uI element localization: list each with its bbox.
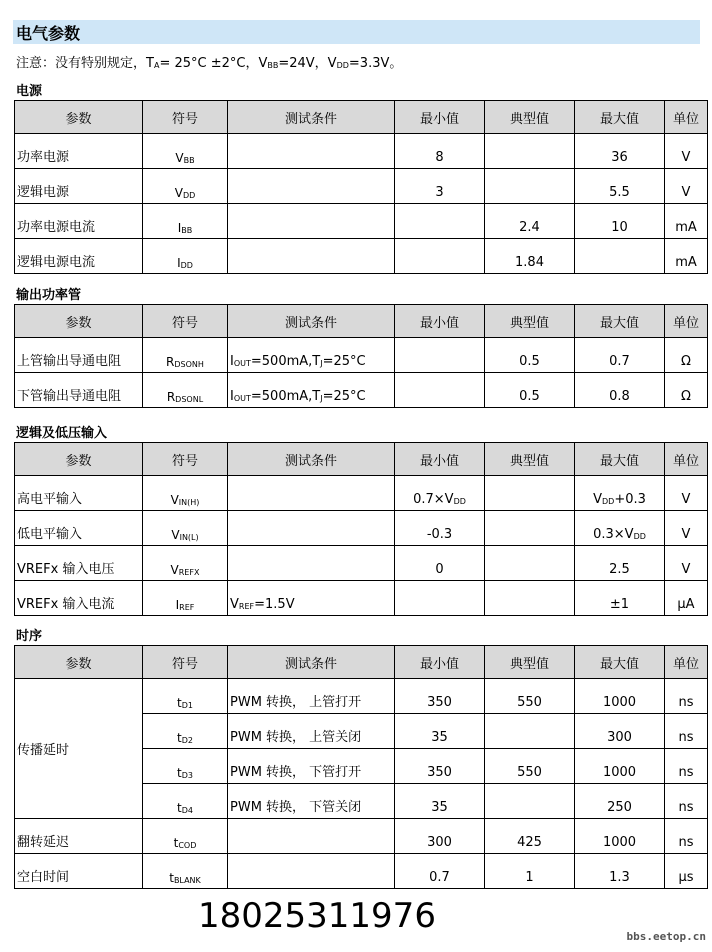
min-cell: 0.7 [395,854,485,889]
condition-cell [228,169,395,204]
symbol-cell: $V_{BB}$ [143,134,228,169]
column-header: 最小值 [395,305,485,338]
header-row [15,443,708,476]
symbol-cell: $V_{DD}$ [143,169,228,204]
param-cell: 翻转延迟 [15,819,143,854]
unit-cell: ns [665,749,708,784]
min-cell: 35 [395,784,485,819]
param-cell: 功率电源 [15,134,143,169]
column-header: 典型值 [485,305,575,338]
param-cell: 高电平输入 [15,476,143,511]
symbol-cell: $R_{DSONL}$ [143,373,228,408]
typ-cell: 0.5 [485,338,575,373]
min-cell: 350 [395,749,485,784]
max-cell: 0.7 [575,338,665,373]
table-row [15,204,708,239]
typ-cell [485,546,575,581]
table-row [15,134,708,169]
section-title-output: 输出功率管 [16,288,82,303]
unit-cell: ns [665,784,708,819]
param-cell: 空白时间 [15,854,143,889]
table-row [15,239,708,274]
column-header: 最小值 [395,646,485,679]
symbol-cell: $V_{IN(L)}$ [143,511,228,546]
unit-cell: ns [665,714,708,749]
column-header: 最大值 [575,443,665,476]
min-cell [395,204,485,239]
column-header: 最大值 [575,305,665,338]
unit-cell: V [665,134,708,169]
max-cell: 250 [575,784,665,819]
min-cell [395,373,485,408]
max-cell: 1.3 [575,854,665,889]
column-header: 符号 [143,305,228,338]
param-cell: 上管输出导通电阻 [15,338,143,373]
typ-cell [485,476,575,511]
unit-cell: V [665,169,708,204]
conditions-note: 注意：没有特别规定，$T_A= 25^\circ C \pm 2^\circ C$，$V_{BB}=24V$，$V_{DD}=3.3V$。 [16,56,403,71]
column-header: 最大值 [575,101,665,134]
page-title: 电气参数 [16,24,81,43]
section-title-logic: 逻辑及低压输入 [16,426,108,441]
section-title-timing: 时序 [16,629,43,644]
condition-cell: PWM 转换， 下管打开 [228,749,395,784]
condition-cell [228,546,395,581]
condition-cell: $I_{OUT}=500mA,T_J=25^\circ C$ [228,338,395,373]
symbol-cell: $t_{D1}$ [143,679,228,714]
column-header: 符号 [143,443,228,476]
column-header: 参数 [15,101,143,134]
column-header: 单位 [665,101,708,134]
param-cell: VREFx 输入电流 [15,581,143,616]
column-header: 最小值 [395,101,485,134]
condition-cell [228,134,395,169]
symbol-cell: $I_{DD}$ [143,239,228,274]
unit-cell: V [665,546,708,581]
param-cell: 逻辑电源 [15,169,143,204]
condition-cell [228,854,395,889]
unit-cell: V [665,476,708,511]
max-cell: 10 [575,204,665,239]
column-header: 符号 [143,646,228,679]
min-cell: 0 [395,546,485,581]
min-cell: 35 [395,714,485,749]
unit-cell: Ω [665,338,708,373]
unit-cell: ns [665,679,708,714]
min-cell: 8 [395,134,485,169]
condition-cell [228,819,395,854]
table-row [15,169,708,204]
max-cell: $V_{DD}+0.3$ [575,476,665,511]
symbol-cell: $I_{BB}$ [143,204,228,239]
max-cell: 300 [575,714,665,749]
column-header: 测试条件 [228,646,395,679]
unit-cell: Ω [665,373,708,408]
min-cell: -0.3 [395,511,485,546]
typ-cell [485,134,575,169]
param-cell: 功率电源电流 [15,204,143,239]
watermark: bbs.eetop.cn [626,930,706,943]
group-param-cell: 传播延时 [15,679,143,819]
condition-cell: PWM 转换， 上管关闭 [228,714,395,749]
max-cell: 2.5 [575,546,665,581]
column-header: 最小值 [395,443,485,476]
table-row [15,679,708,714]
condition-cell: PWM 转换， 上管打开 [228,679,395,714]
unit-cell: μs [665,854,708,889]
unit-cell: ns [665,819,708,854]
typ-cell: 425 [485,819,575,854]
power-table [14,100,708,274]
column-header: 典型值 [485,101,575,134]
table-row [15,338,708,373]
condition-cell [228,476,395,511]
typ-cell: 1.84 [485,239,575,274]
condition-cell: $V_{REF}=1.5V$ [228,581,395,616]
min-cell [395,581,485,616]
symbol-cell: $t_{D2}$ [143,714,228,749]
header-row [15,101,708,134]
column-header: 测试条件 [228,101,395,134]
symbol-cell: $I_{REF}$ [143,581,228,616]
column-header: 典型值 [485,646,575,679]
max-cell: 1000 [575,819,665,854]
param-cell: 逻辑电源电流 [15,239,143,274]
header-row [15,305,708,338]
typ-cell [485,169,575,204]
min-cell: 300 [395,819,485,854]
max-cell: ±1 [575,581,665,616]
max-cell: 36 [575,134,665,169]
table-row [15,546,708,581]
column-header: 测试条件 [228,305,395,338]
max-cell: 5.5 [575,169,665,204]
unit-cell: V [665,511,708,546]
typ-cell [485,581,575,616]
unit-cell: mA [665,204,708,239]
output-table [14,304,708,408]
table-row [15,581,708,616]
timing-table [14,645,708,889]
condition-cell [228,511,395,546]
section-title-power: 电源 [16,84,43,99]
unit-cell: mA [665,239,708,274]
logic-table [14,442,708,616]
typ-cell: 2.4 [485,204,575,239]
max-cell: 1000 [575,679,665,714]
table-row [15,373,708,408]
typ-cell: 550 [485,679,575,714]
typ-cell: 550 [485,749,575,784]
symbol-cell: $V_{IN(H)}$ [143,476,228,511]
condition-cell [228,204,395,239]
min-cell [395,338,485,373]
typ-cell [485,511,575,546]
column-header: 单位 [665,443,708,476]
typ-cell: 1 [485,854,575,889]
table-row [15,511,708,546]
max-cell: 0.8 [575,373,665,408]
max-cell: $0.3\times V_{DD}$ [575,511,665,546]
header-row [15,646,708,679]
column-header: 参数 [15,305,143,338]
min-cell: 3 [395,169,485,204]
column-header: 测试条件 [228,443,395,476]
symbol-cell: $R_{DSONH}$ [143,338,228,373]
param-cell: 低电平输入 [15,511,143,546]
column-header: 单位 [665,646,708,679]
column-header: 单位 [665,305,708,338]
min-cell: $0.7\times V_{DD}$ [395,476,485,511]
symbol-cell: $t_{COD}$ [143,819,228,854]
symbol-cell: $t_{BLANK}$ [143,854,228,889]
symbol-cell: $V_{REFX}$ [143,546,228,581]
typ-cell: 0.5 [485,373,575,408]
param-cell: 下管输出导通电阻 [15,373,143,408]
max-cell: 1000 [575,749,665,784]
typ-cell [485,714,575,749]
column-header: 最大值 [575,646,665,679]
symbol-cell: $t_{D3}$ [143,749,228,784]
condition-cell [228,239,395,274]
phone-number: 18025311976 [198,896,436,936]
unit-cell: μA [665,581,708,616]
column-header: 参数 [15,443,143,476]
min-cell: 350 [395,679,485,714]
typ-cell [485,784,575,819]
column-header: 符号 [143,101,228,134]
condition-cell: PWM 转换， 下管关闭 [228,784,395,819]
title-bar [13,20,700,44]
param-cell: VREFx 输入电压 [15,546,143,581]
table-row [15,854,708,889]
column-header: 参数 [15,646,143,679]
max-cell [575,239,665,274]
symbol-cell: $t_{D4}$ [143,784,228,819]
condition-cell: $I_{OUT}=500mA,T_J=25^\circ C$ [228,373,395,408]
table-row [15,819,708,854]
min-cell [395,239,485,274]
column-header: 典型值 [485,443,575,476]
table-row [15,476,708,511]
